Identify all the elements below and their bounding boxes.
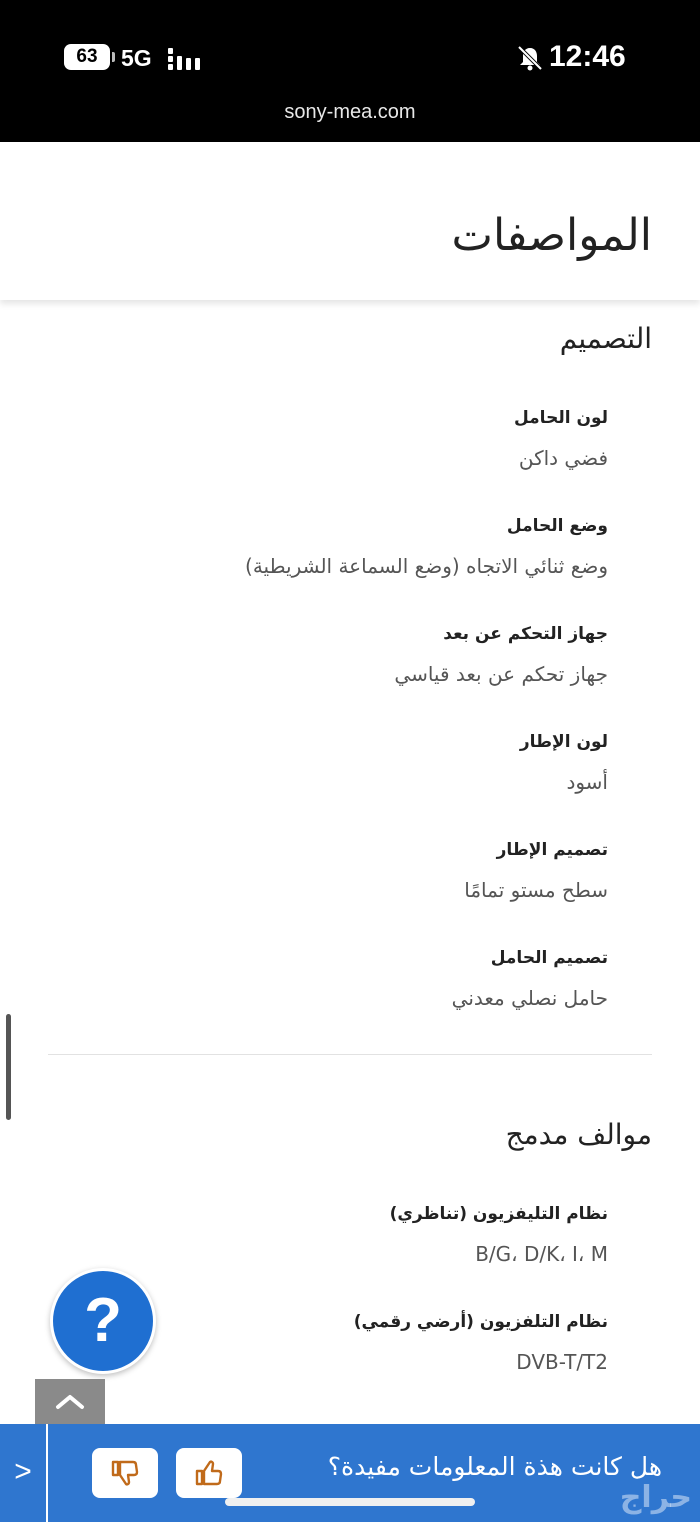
section-divider [48,1054,652,1055]
spec-label: جهاز التحكم عن بعد [443,624,608,644]
spec-label: نظام التلفزيون (أرضي رقمي) [353,1312,608,1332]
spec-label: تصميم الحامل [490,948,608,968]
spec-value: فضي داكن [518,446,608,470]
back-to-top-button[interactable] [35,1379,105,1427]
spec-label: تصميم الإطار [496,840,608,860]
home-indicator [225,1498,475,1506]
spec-value: B/G، D/K، I، M [475,1242,608,1266]
spec-value: حامل نصلي معدني [451,986,608,1010]
spec-label: لون الحامل [513,408,608,428]
battery-icon: 63 [64,44,110,70]
thumbs-up-button[interactable] [176,1448,242,1498]
status-bar [0,0,700,142]
help-button[interactable]: ? [50,1268,156,1374]
feedback-bar [0,1424,700,1522]
spec-value: سطح مستو تمامًا [464,878,608,902]
page-title: المواصفات [451,210,652,261]
spec-label: لون الإطار [519,732,608,752]
spec-label: نظام التليفزيون (تناظري) [389,1204,608,1224]
thumbs-down-icon [109,1457,141,1489]
spec-value: جهاز تحكم عن بعد قياسي [394,662,608,686]
spec-value: أسود [566,770,608,794]
bell-slash-icon [516,44,544,72]
signal-icon [168,48,200,70]
section-title-design: التصميم [559,322,652,355]
page-header [0,142,700,300]
feedback-question: هل كانت هذة المعلومات مفيدة؟ [327,1452,662,1481]
feedback-toggle-button[interactable]: > [0,1424,48,1522]
spec-value: وضع ثنائي الاتجاه (وضع السماعة الشريطية) [245,554,608,578]
chevron-up-icon [35,1379,105,1427]
spec-label: وضع الحامل [506,516,608,536]
address-bar-url[interactable]: sony-mea.com [284,101,416,123]
scrollbar[interactable] [6,1014,11,1120]
thumbs-up-icon [193,1457,225,1489]
clock: 12:46 [549,40,626,73]
watermark-logo: حراج [619,1480,692,1515]
network-type: 5G [121,45,152,71]
section-title-tuner: موالف مدمج [505,1118,652,1151]
spec-value: DVB-T/T2 [516,1350,608,1374]
thumbs-down-button[interactable] [92,1448,158,1498]
